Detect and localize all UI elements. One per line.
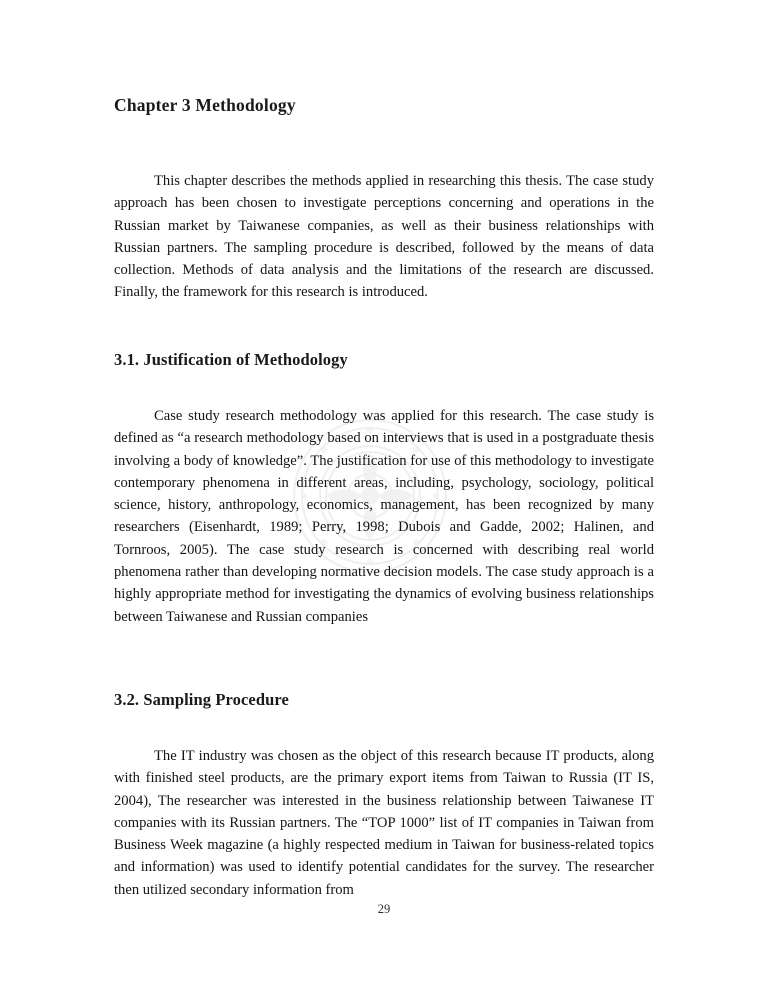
paragraph-introduction: This chapter describes the methods applied in researching this thesis. The case study approach has been chosen to investigate perceptions concerning and operations in the Russian market by Taiwanese companies, as well as their business relationships with Russian partners. The sampling procedure is described, followed by the means of data collection. Methods of data analysis and the limitations of the research are discussed. Finally, the framework for this research is introduced. (114, 173, 654, 301)
page-number: 29 (377, 902, 391, 916)
paragraph-justification-of-methodology: Case study research methodology was applied for this research. The case study is defined as “a research methodology based on interviews that is used in a postgraduate thesis involving a body of knowledge”. The justification for use of this methodology to investigate contemporary phenomena in different areas, including, psychology, sociology, political science, history, anthropology, economics, management, has been recognized by many researchers (Eisenhardt, 1989; Perry, 1998; Dubois and Gadde, 2002; Halinen, and Tornroos, 2005). The case study research is concerned with describing real world phenomena rather than developing normative decision models. The case study approach is a highly appropriate method for investigating the dynamics of evolving business relationships between Taiwanese and Russian companies (114, 408, 654, 625)
heading-justification-of-methodology: 3.1. Justification of Methodology (114, 350, 348, 369)
heading-sampling-procedure: 3.2. Sampling Procedure (114, 690, 289, 709)
paragraph-sampling-procedure: The IT industry was chosen as the object of this research because IT products, along with finished steel products, are the primary export items from Taiwan to Russia (IT IS, 2004), The researcher was interested in the business relationship between Taiwanese IT companies with its Russian partners. The “TOP 1000” list of IT companies in Taiwan from Business Week magazine (a highly respected medium in Taiwan for business-related topics and information) was used to identify potential candidates for the survey. The researcher then utilized secondary information from (114, 748, 654, 898)
page-title: Chapter 3 Methodology (114, 95, 296, 115)
